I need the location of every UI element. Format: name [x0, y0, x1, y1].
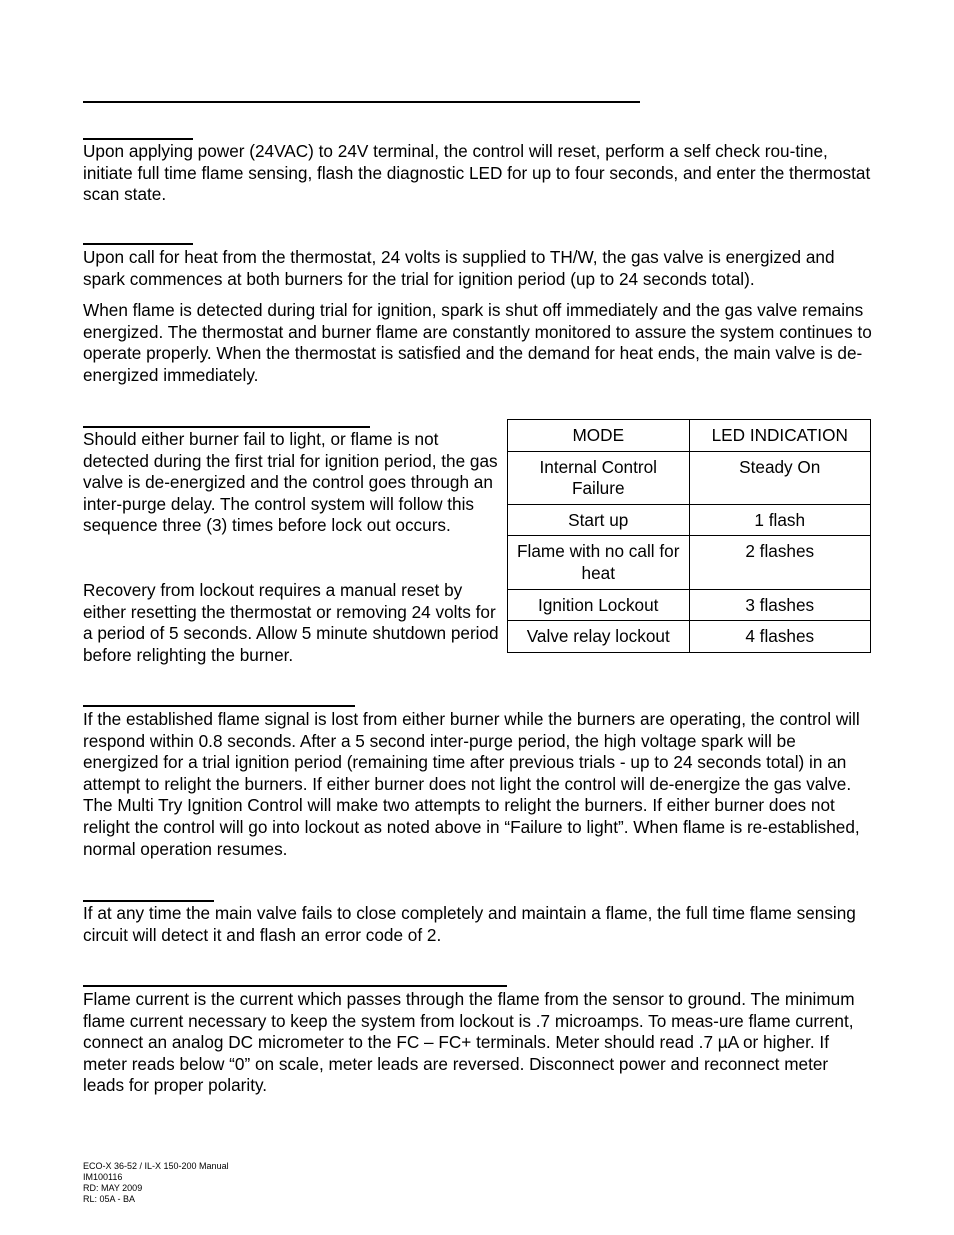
heading-rule-flame-current — [83, 985, 507, 987]
led-cell: 4 flashes — [689, 621, 871, 653]
title-rule — [83, 101, 640, 103]
mode-cell: Valve relay lockout — [508, 621, 690, 653]
mode-cell: Internal Control Failure — [508, 451, 690, 504]
led-indication-table — [507, 419, 871, 653]
heading-rule-flame-loss — [83, 705, 355, 707]
table-row — [508, 621, 871, 653]
valve-fail-paragraph: If at any time the main valve fails to close completely and maintain a flame, the full time flame sensing circuit will detect it and flash an error code of 2. — [83, 903, 856, 945]
led-cell: 2 flashes — [689, 536, 871, 589]
heat-call-paragraph-2: When flame is detected during trial for ignition, spark is shut off immediately and the gas valve remains energized. The thermostat and burner flame are constantly monitored to assure the system continues to operate properly. When the thermostat is satisfied and the demand for heat ends, the main valve is de-energized immediately. — [83, 300, 872, 385]
footer-manual-title: ECO-X 36-52 / IL-X 150-200 Manual — [83, 1161, 229, 1171]
table-row — [508, 536, 871, 589]
table-header-row — [508, 420, 871, 452]
footer-revision-date: RD: MAY 2009 — [83, 1183, 143, 1193]
heading-rule-heat-call — [83, 243, 193, 245]
table-row — [508, 504, 871, 536]
mode-cell: Ignition Lockout — [508, 589, 690, 621]
led-cell: 1 flash — [689, 504, 871, 536]
heading-rule-failure — [83, 426, 370, 428]
table-row — [508, 589, 871, 621]
flame-loss-paragraph: If the established flame signal is lost from either burner while the burners are operating, the control will respond within 0.8 seconds. After a 5 second inter-purge period, the high voltage spark will be energized for a trial ignition period (remaining time after previous trials - up to 24 seconds total) in an attempt to relight the burners. If either burner does not light the control will de-energize the gas valve. The Multi Try Ignition Control will make two attempts to relight the burners. If either burner does not relight the control will go into lockout as noted above in “Failure to light”. When flame is re-established, normal operation resumes. — [83, 709, 860, 859]
power-up-paragraph: Upon applying power (24VAC) to 24V terminal, the control will reset, perform a self check rou-tine, initiate full time flame sensing, flash the diagnostic LED for up to four seconds, and enter the thermostat scan state. — [83, 141, 871, 205]
led-cell: Steady On — [689, 451, 871, 504]
failure-paragraph-2: Recovery from lockout requires a manual reset by either resetting the thermostat or removing 24 volts for a period of 5 seconds. Allow 5 minute shutdown period before relighting the burner. — [83, 580, 499, 665]
flame-current-paragraph: Flame current is the current which passes through the flame from the sensor to ground. The minimum flame current necessary to keep the system from lockout is .7 microamps. To meas-ure flame current, connect an analog DC micrometer to the FC – FC+ terminals. Meter should read .7 µA or higher. If meter reads below “0” on scale, meter leads are reversed. Disconnect power and reconnect meter leads for proper polarity. — [83, 989, 855, 1096]
document-footer — [83, 1161, 229, 1205]
mode-header: MODE — [508, 420, 690, 452]
mode-cell: Start up — [508, 504, 690, 536]
heading-rule-valve-fail — [83, 900, 214, 902]
footer-doc-number: IM100116 — [83, 1172, 123, 1182]
heading-rule-power-up — [83, 138, 193, 140]
heat-call-paragraph-1: Upon call for heat from the thermostat, 24 volts is supplied to TH/W, the gas valve is energized and spark commences at both burners for the trial for ignition period (up to 24 seconds total). — [83, 247, 835, 289]
table-row — [508, 451, 871, 504]
led-cell: 3 flashes — [689, 589, 871, 621]
led-indication-header: LED INDICATION — [689, 420, 871, 452]
failure-paragraph-1: Should either burner fail to light, or flame is not detected during the first trial for ignition period, the gas valve is de-energized and the control goes through an inter-purge delay. The control system will follow this sequence three (3) times before lock out occurs. — [83, 429, 498, 536]
footer-release-level: RL: 05A - BA — [83, 1194, 136, 1204]
mode-cell: Flame with no call for heat — [508, 536, 690, 589]
